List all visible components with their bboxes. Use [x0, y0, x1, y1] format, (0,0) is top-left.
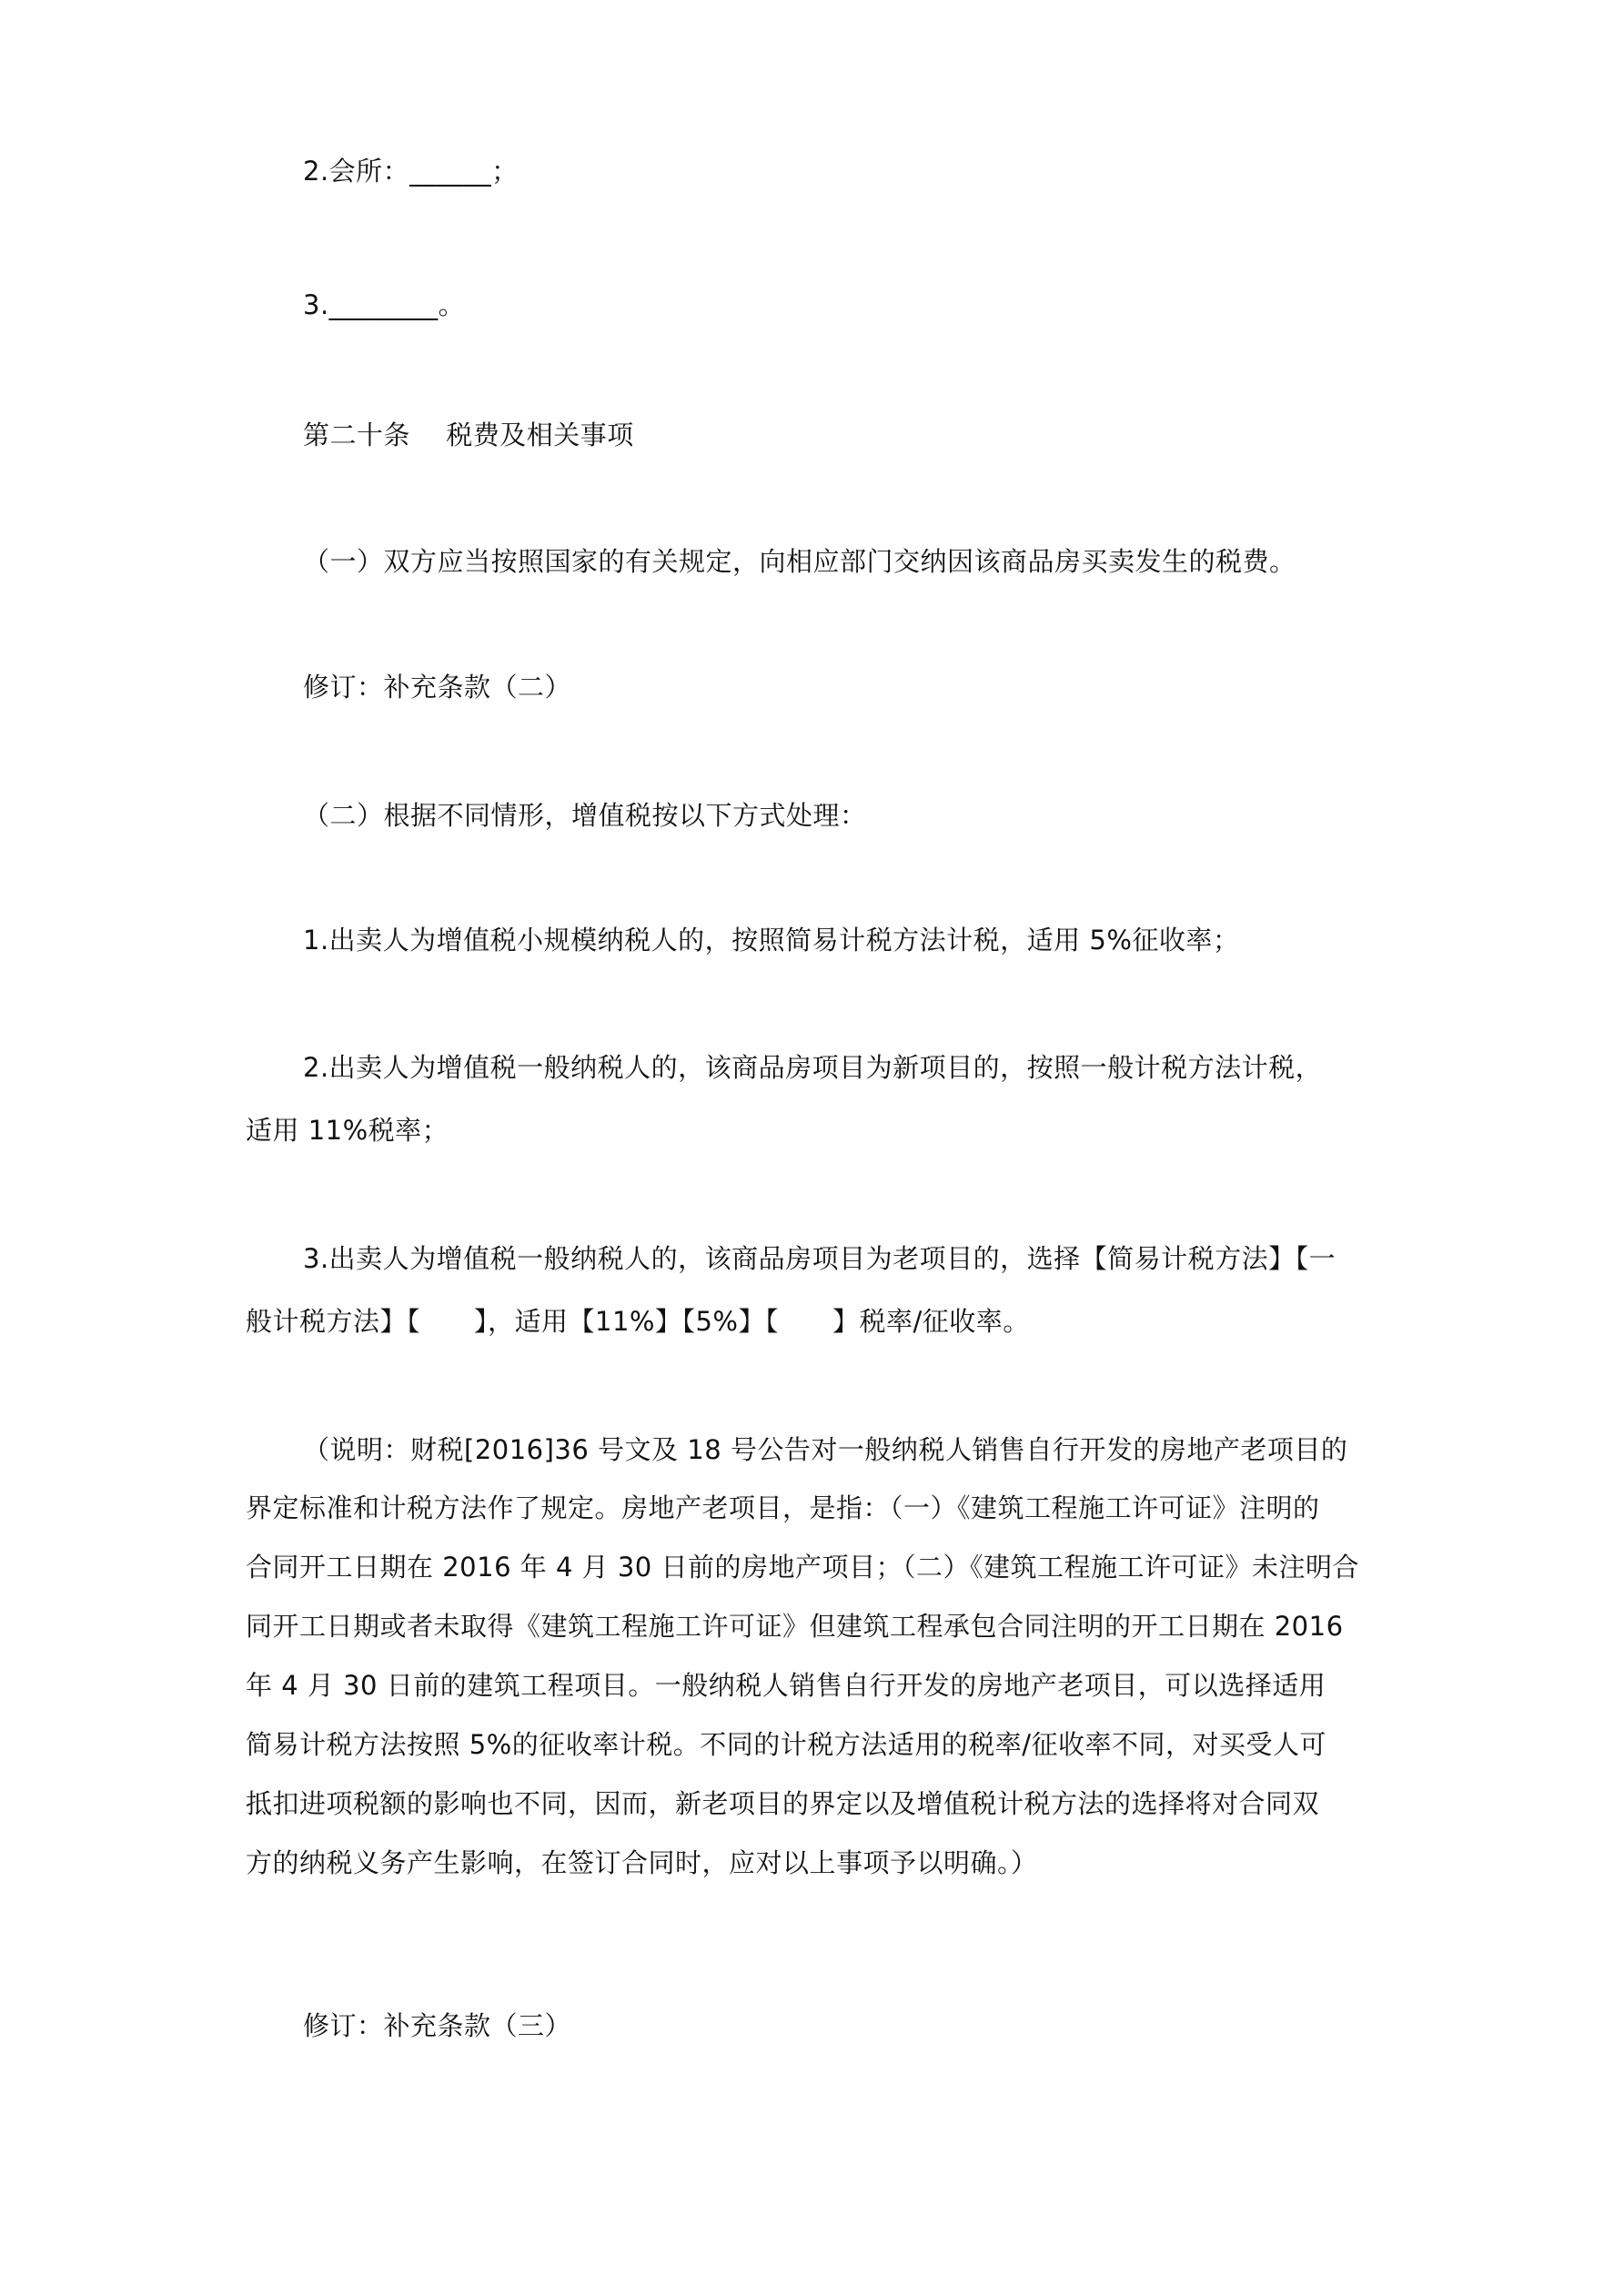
text-line: 2.出卖人为增值税一般纳税人的，该商品房项目为新项目的，按照一般计税方法计税，: [303, 1052, 1323, 1083]
revision-label: 修订：补充条款（二）: [303, 672, 572, 703]
text-line: 界定标准和计税方法作了规定。房地产老项目，是指：（一）《建筑工程施工许可证》注明的: [246, 1492, 1320, 1523]
text-line: 适用 11%税率；: [246, 1115, 449, 1146]
text-line: 年 4 月 30 日前的建筑工程项目。一般纳税人销售自行开发的房地产老项目，可以选择适用: [246, 1670, 1326, 1701]
text-line: 3.出卖人为增值税一般纳税人的，该商品房项目为老项目的，选择【简易计税方法】【一: [303, 1243, 1337, 1274]
revision-label: 修订：补充条款（三）: [303, 2010, 572, 2041]
text-line: 1.出卖人为增值税小规模纳税人的，按照简易计税方法计税，适用 5%征收率；: [303, 925, 1240, 956]
text-line: 2.会所：______；: [303, 156, 519, 187]
text-line: 合同开工日期在 2016 年 4 月 30 日前的房地产项目；（二）《建筑工程施工许可证》未注明合: [246, 1552, 1359, 1583]
text-line: （二）根据不同情形，增值税按以下方式处理：: [303, 800, 867, 831]
text-line: 同开工日期或者未取得《建筑工程施工许可证》但建筑工程承包合同注明的开工日期在 2016: [246, 1611, 1344, 1642]
text-line: （一）双方应当按照国家的有关规定，向相应部门交纳因该商品房买卖发生的税费。: [303, 546, 1296, 577]
text-line: 简易计税方法按照 5%的征收率计税。不同的计税方法适用的税率/征收率不同，对买受人可: [246, 1729, 1326, 1760]
text-line: 般计税方法】【 】，适用【11%】【5%】【 】税率/征收率。: [246, 1306, 1030, 1337]
heading-line: 第二十条 税费及相关事项: [303, 420, 634, 450]
text-line: 方的纳税义务产生影响，在签订合同时，应对以上事项予以明确。）: [246, 1847, 1038, 1878]
text-line: （说明：财税[2016]36 号文及 18 号公告对一般纳税人销售自行开发的房地产老项目的: [303, 1434, 1348, 1465]
text-line: 抵扣进项税额的影响也不同，因而，新老项目的界定以及增值税计税方法的选择将对合同双: [246, 1788, 1320, 1819]
text-line: 3.________。: [303, 289, 466, 320]
